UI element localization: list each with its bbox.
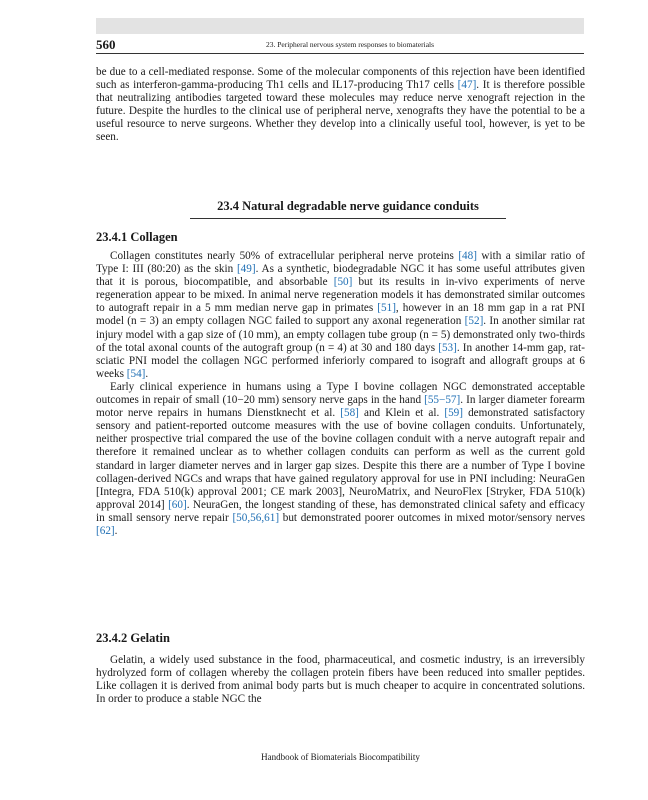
section-title: 23.4 Natural degradable nerve guidance conduits <box>190 199 506 219</box>
collagen-paragraph-2: Early clinical experience in humans using a Type I bovine collagen NGC demonstrated acceptable outcomes in repair of small (10−20 mm) sensory nerve gaps in the hand [55−57]. In larger diameter forearm motor nerve repairs in humans Dienstknecht et al. [58] and Klein et al. [59] demonstrated satisfactory sensory and patient-reported outcome measures with the use of bovine collagen conduits. Unfortunately, neither prospective trial compared the use of the bovine collagen conduit with a nerve autograft repair and therefore it remained unclear as to whether collagen conduits can perform as well as the current gold standard in larger diameter nerves and in larger gap sizes. Despite this there are a number of Type I bovine collagen-derived NGCs and wraps that have gained regulatory approval for use in PNI including: NeuraGen [Integra, FDA 510(k) approval 2001; CE mark 2003], NeuroMatrix, and NeuroFlex [Stryker, FDA 510(k) approval 2014] [60]. NeuraGen, the longest standing of these, has demonstrated clinical safety and efficacy in small sensory nerve repair [50,56,61] but demonstrated poorer outcomes in mixed motor/sensory nerves [62]. <box>96 380 586 537</box>
citation-link[interactable]: [60] <box>168 498 187 511</box>
citation-link[interactable]: [53] <box>438 341 457 354</box>
citation-link[interactable]: [50] <box>333 276 353 289</box>
subsection-heading-collagen: 23.4.1 Collagen <box>96 230 178 244</box>
header-rule <box>96 53 584 54</box>
header-bar <box>96 18 584 34</box>
intro-block <box>96 66 585 145</box>
citation-link[interactable]: [51] <box>377 302 396 315</box>
gelatin-paragraph: Gelatin, a widely used substance in the food, pharmaceutical, and cosmetic industry, is an irreversibly hydrolyzed form of collagen whereby the collagen protein fibers have been reduced into smaller peptides. Like collagen it is derived from animal body parts but is much cheaper to acquire in concentrated solutions. In order to produce a stable NGC the <box>96 654 585 706</box>
citation-link[interactable]: [48] <box>458 250 477 262</box>
page-number: 560 <box>96 37 116 52</box>
footer: Handbook of Biomaterials Biocompatibility <box>261 752 420 762</box>
subsection-heading-gelatin: 23.4.2 Gelatin <box>96 631 170 645</box>
citation-link[interactable]: [52] <box>464 315 484 328</box>
citation-link[interactable]: [58] <box>340 407 359 420</box>
citation-link[interactable]: [62] <box>96 524 115 537</box>
gelatin-block <box>96 654 585 706</box>
citation-link[interactable]: [49] <box>236 263 256 276</box>
collagen-paragraph-1: Collagen constitutes nearly 50% of extracellular peripheral nerve proteins [48] with a similar ratio of Type I: III (80:20) as the skin [49]. As a synthetic, biodegradable NGC it has some useful attributes given that it is porous, biocompatible, and absorbable [50] but its results in in-vivo experiments of nerve regeneration appear to be mixed. In animal nerve regeneration models it has demonstrated similar outcomes to autograft repair in a 5 mm median nerve gap in primates [51], however in an 18 mm gap in a rat PNI model (n = 3) an empty collagen NGC failed to support any axonal regeneration [52]. In another similar rat injury model with a gap size of (10 mm), an empty collagen tube group (n = 5) demonstrated only two-thirds of the total axonal counts of the autograft group (n = 4) at 30 and 180 days [53]. In another 14-mm gap, rat-sciatic PNI model the collagen NGC performed inferiorly compared to isograft and allograft groups at 6 weeks [54]. <box>96 250 586 380</box>
collagen-block <box>96 250 585 538</box>
citation-link[interactable]: [47] <box>457 79 477 92</box>
intro-paragraph: be due to a cell-mediated response. Some of the molecular components of this rejection have been identified such as interferon-gamma-producing Th1 cells and IL17-producing Th17 cells [47]. It is therefore possible that neutralizing antibodies targeted toward these molecules may reduce nerve xenograft rejection in the future. Despite the hurdles to the clinical use of peripheral nerve, xenografts they have the potential to be a useful resource to nerve surgeons. Whether they develop into a clinically useful tool, however, is yet to be seen. <box>96 66 585 144</box>
running-head: 23. Peripheral nervous system responses to biomaterials <box>265 40 435 49</box>
citation-link[interactable]: [59] <box>444 407 463 420</box>
citation-link[interactable]: [54] <box>126 367 146 380</box>
citation-link[interactable]: [50,56,61] <box>232 511 280 524</box>
citation-link[interactable]: [55−57] <box>424 394 461 407</box>
